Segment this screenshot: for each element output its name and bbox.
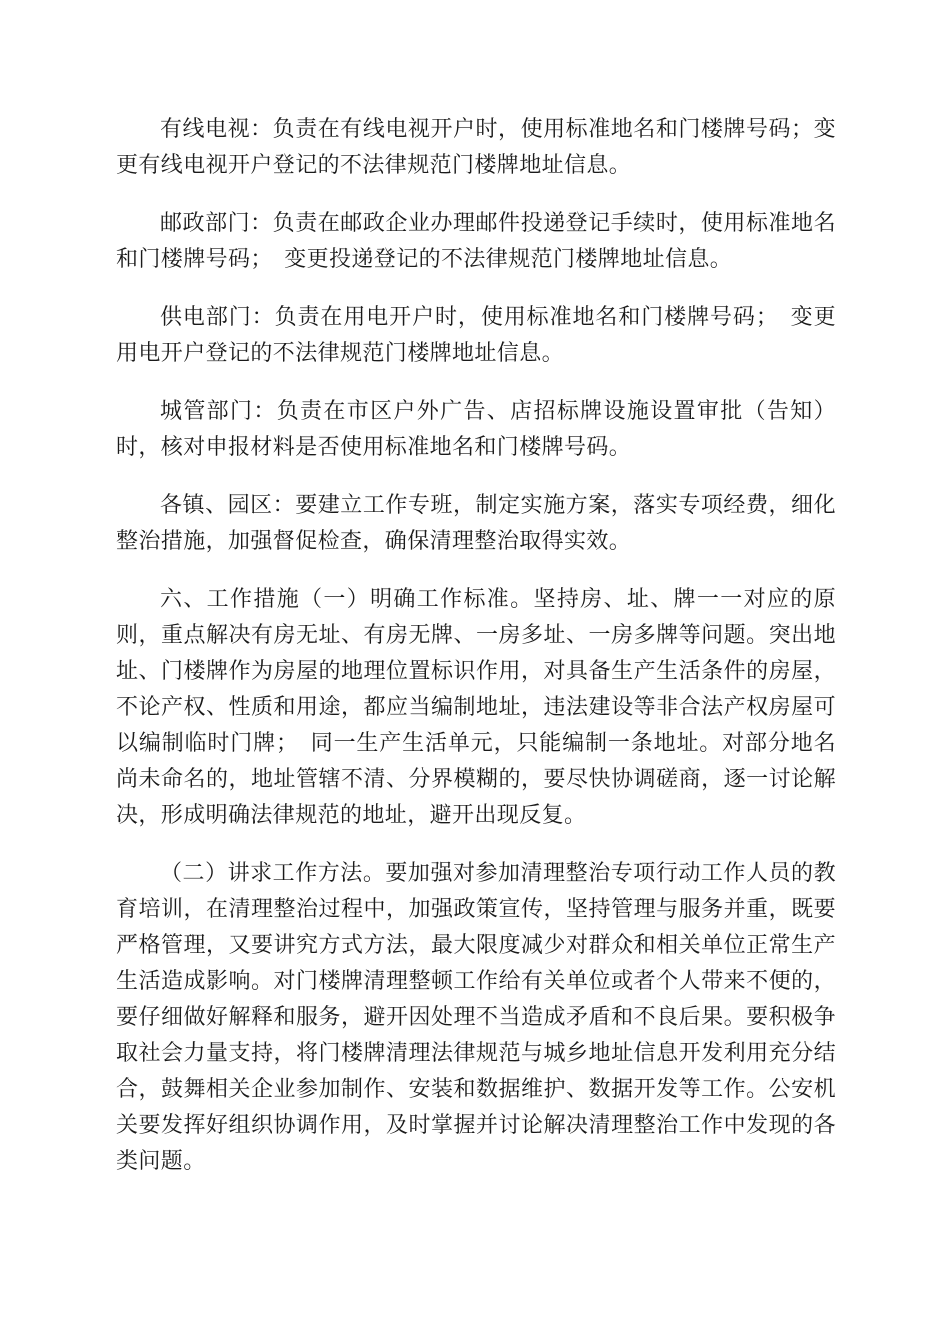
paragraph-urban-management: 城管部门：负责在市区户外广告、店招标牌设施设置审批（告知）时，核对申报材料是否使用标准地名和门楼牌号码。 (116, 399, 836, 460)
paragraph-work-measures-1: 六、工作措施（一）明确工作标准。坚持房、址、牌一一对应的原则，重点解决有房无址、有房无牌、一房多址、一房多牌等问题。突出地址、门楼牌作为房屋的地理位置标识作用，对具备生产生活条件的房屋，不论产权、性质和用途，都应当编制地址，违法建设等非合法产权房屋可以编制临时门牌； 同一生产生活单元，只能编制一条地址。对部分地名尚未命名的，地址管辖不清、分界模糊的，要尽快协调磋商，逐一讨论解决，形成明确法律规范的地址，避开出现反复。 (116, 587, 836, 828)
paragraph-work-measures-2: （二）讲求工作方法。要加强对参加清理整治专项行动工作人员的教育培训，在清理整治过程中，加强政策宣传，坚持管理与服务并重，既要严格管理，又要讲究方式方法，最大限度减少对群众和相关单位正常生产生活造成影响。对门楼牌清理整顿工作给有关单位或者个人带来不便的，要仔细做好解释和服务，避开因处理不当造成矛盾和不良后果。要积极争取社会力量支持，将门楼牌清理法律规范与城乡地址信息开发利用充分结合，鼓舞相关企业参加制作、安装和数据维护、数据开发等工作。公安机关要发挥好组织协调作用，及时掌握并讨论解决清理整治工作中发现的各类问题。 (116, 861, 836, 1174)
paragraph-postal: 邮政部门：负责在邮政企业办理邮件投递登记手续时，使用标准地名和门楼牌号码； 变更投递登记的不法律规范门楼牌地址信息。 (116, 211, 836, 272)
document-body (116, 112, 836, 1202)
paragraph-cable-tv: 有线电视：负责在有线电视开户时，使用标准地名和门楼牌号码；变更有线电视开户登记的不法律规范门楼牌地址信息。 (116, 117, 836, 178)
paragraph-towns-parks: 各镇、园区：要建立工作专班，制定实施方案，落实专项经费，细化整治措施，加强督促检查，确保清理整治取得实效。 (116, 493, 836, 554)
paragraph-power-supply: 供电部门：负责在用电开户时，使用标准地名和门楼牌号码； 变更用电开户登记的不法律规范门楼牌地址信息。 (116, 305, 836, 366)
